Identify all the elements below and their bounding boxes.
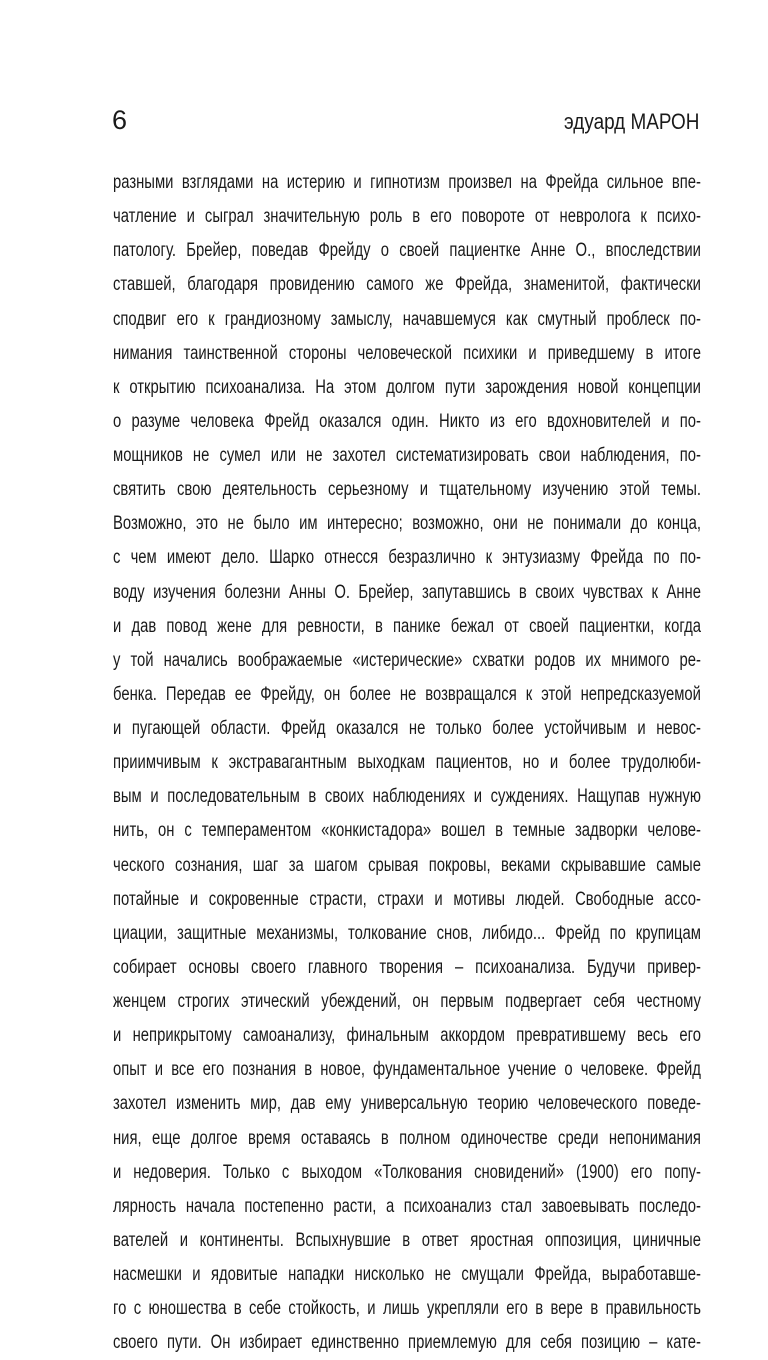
text-line: циации, защитные механизмы, толкование снов, либидо... Фрейд по крупицам (113, 922, 701, 944)
text-line: о разуме человека Фрейд оказался один. Никто из его вдохновителей и по- (113, 410, 701, 432)
text-line: воду изучения болезни Анны О. Брейер, запутавшись в своих чувствах к Анне (113, 581, 701, 603)
text-line: у той начались воображаемые «истерические» схватки родов их мнимого ре- (113, 649, 701, 671)
text-line: чатление и сыграл значительную роль в его повороте от невролога к психо- (113, 206, 701, 228)
text-line: мощников не сумел или не захотел систематизировать свои наблюдения, по- (113, 445, 701, 466)
text-line: и дав повод жене для ревности, в панике бежал от своей пациентки, когда (113, 615, 701, 637)
body-text (113, 166, 701, 1360)
text-line: патологу. Брейер, поведав Фрейду о своей пациентке Анне О., впоследствии (113, 240, 701, 262)
text-line: го с юношества в себе стойкость, и лишь укрепляли его в вере в правильность (113, 1298, 701, 1320)
text-line: и неприкрытому самоанализу, финальным аккордом превратившему весь его (113, 1025, 701, 1047)
text-line: ния, еще долгое время оставаясь в полном одиночестве среди непонимания (113, 1127, 701, 1149)
page-number: 6 (112, 105, 128, 135)
text-line: лярность начала постепенно расти, а психоанализ стал завоевывать последо- (113, 1195, 701, 1217)
text-line: вым и последовательным в своих наблюдениях и суждениях. Нащупав нужную (113, 786, 701, 808)
text-line: захотел изменить мир, дав ему универсальную теорию человеческого поведе- (113, 1093, 701, 1115)
text-line: бенка. Передав ее Фрейду, он более не возвращался к этой непредсказуемой (113, 683, 701, 705)
text-line: и пугающей области. Фрейд оказался не только более устойчивым и невос- (113, 718, 701, 739)
text-line: сподвиг его к грандиозному замыслу, начавшемуся как смутный проблеск по- (113, 308, 701, 330)
text-line: разными взглядами на истерию и гипнотизм произвел на Фрейда сильное впе- (113, 172, 701, 193)
text-line: с чем имеют дело. Шарко отнесся безразлично к энтузиазму Фрейда по по- (113, 547, 701, 569)
text-line: потайные и сокровенные страсти, страхи и мотивы людей. Свободные ассо- (113, 888, 701, 910)
text-line: своего пути. Он избирает единственно приемлемую для себя позицию – кате- (113, 1332, 701, 1354)
text-line: нимания таинственной стороны человеческой психики и приведшему в итоге (113, 342, 701, 364)
text-line: Возможно, это не было им интересно; возможно, они не понимали до конца, (113, 513, 701, 535)
text-line: собирает основы своего главного творения – психоанализа. Будучи привер- (113, 956, 701, 978)
text-line: насмешки и ядовитые нападки нисколько не смущали Фрейда, выработавше- (113, 1264, 701, 1285)
text-line: святить свою деятельность серьезному и тщательному изучению этой темы. (113, 479, 701, 501)
text-line: вателей и континенты. Вспыхнувшие в ответ яростная оппозиция, циничные (113, 1229, 701, 1251)
running-head: эдуард МАРОН (563, 109, 699, 134)
text-line: к открытию психоанализа. На этом долгом пути зарождения новой концепции (113, 376, 701, 398)
text-line: женцем строгих этический убеждений, он первым подвергает себя честному (113, 991, 701, 1012)
text-line: ставшей, благодаря провидению самого же Фрейда, знаменитой, фактически (113, 274, 701, 296)
text-line: и недоверия. Только с выходом «Толкования сновидений» (1900) его попу- (113, 1161, 701, 1183)
text-line: нить, он с темпераментом «конкистадора» вошел в темные задворки челове- (113, 820, 701, 842)
text-line: опыт и все его познания в новое, фундаментальное учение о человеке. Фрейд (113, 1059, 701, 1081)
text-line: ческого сознания, шаг за шагом срывая покровы, веками скрывавшие самые (113, 854, 701, 876)
text-line: приимчивым к экстравагантным выходкам пациентов, но и более трудолюби- (113, 752, 701, 774)
